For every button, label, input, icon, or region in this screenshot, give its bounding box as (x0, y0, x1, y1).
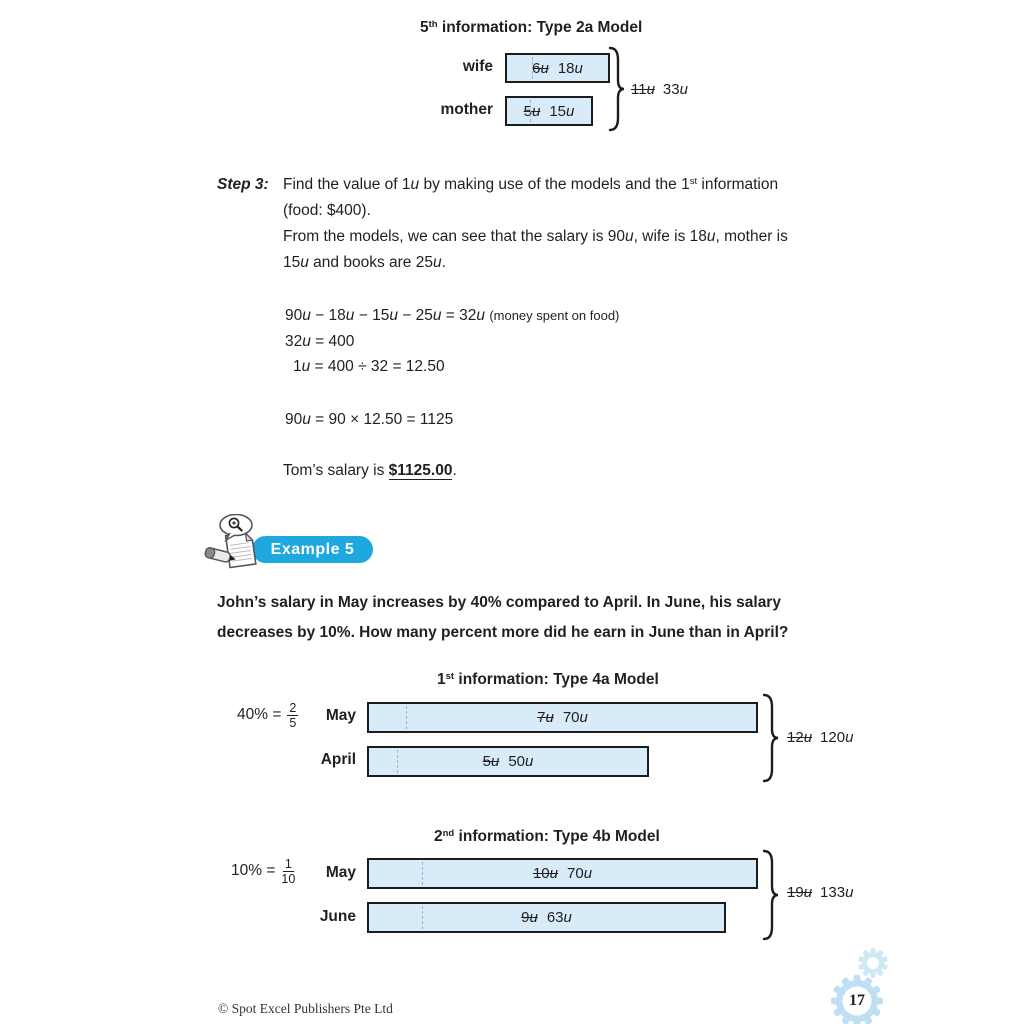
brace-icon (762, 849, 782, 941)
total-new-value: 33u (662, 81, 688, 98)
step3-line4: 15u and books are 25u. (283, 254, 446, 271)
model-4a-title-num: 1 (437, 671, 446, 688)
model-4b-title (434, 828, 660, 846)
model-4b-title-rest: information: Type 4b Model (454, 828, 660, 845)
bar-mother-new-value: 15u (549, 102, 575, 120)
total-new-value: 133u (820, 884, 854, 901)
bar-divider-dash (406, 706, 407, 729)
model-4a-title-rest: information: Type 4a Model (454, 671, 659, 688)
camera-zoom-icon (204, 514, 266, 574)
bar-may-4b-new-value: 70u (567, 865, 593, 882)
fraction-denominator: 10 (281, 871, 296, 886)
problem-line2: decreases by 10%. How many percent more did he earn in June than in April? (217, 624, 789, 641)
brace-icon (608, 46, 626, 132)
model-2a-total (631, 81, 688, 98)
equation-3: 1u = 400 ÷ 32 = 12.50 (293, 358, 445, 375)
bar-april-old-value: 5u (482, 753, 500, 770)
step3-line1 (283, 176, 788, 202)
bar-may-4b (367, 858, 758, 889)
bar-divider-dash (422, 862, 423, 885)
bar-divider-dash (532, 57, 533, 79)
total-old-value: 11u (631, 81, 655, 98)
equation-4: 90u = 90 × 12.50 = 1125 (285, 411, 454, 428)
bar-may-4a (367, 702, 758, 733)
step3-heading: Step 3: (217, 176, 269, 193)
total-new-value: 120u (820, 729, 854, 746)
fraction-numerator: 2 (289, 700, 297, 715)
equation-2: 32u = 400 (285, 333, 355, 350)
bar-divider-dash (422, 906, 423, 929)
bar-june (367, 902, 726, 933)
bar-divider-dash (397, 750, 398, 773)
answer-prefix: Tom’s salary is (283, 462, 389, 479)
answer-value: $1125.00 (388, 462, 453, 479)
problem-line1: John’s salary in May increases by 40% compared to April. In June, his salary (217, 594, 781, 611)
bar-label-mother: mother (440, 101, 493, 118)
bar-may-4b-old-value: 10u (532, 865, 558, 882)
step3-line1-a: Find the value of 1u by making use of the models and the 1 (283, 176, 690, 193)
bar-june-new-value: 63u (546, 909, 572, 926)
bar-may-4a-new-value: 70u (562, 709, 588, 726)
model-2a-title-num: 5 (420, 19, 429, 36)
model-4a-total (787, 729, 853, 746)
model-4a-title-sup: st (445, 670, 455, 682)
example-5-badge-label: Example 5 (270, 540, 355, 558)
bar-mother (505, 96, 593, 126)
bar-label-may-4a: May (325, 707, 356, 724)
bar-label-june: June (319, 908, 356, 925)
page-number: 17 (849, 992, 865, 1009)
model-2a-title (420, 19, 642, 37)
bar-divider-dash (530, 100, 531, 122)
fraction-expr: 10% = (231, 862, 276, 879)
bar-mother-old-value: 5u (523, 102, 541, 120)
bar-label-april: April (320, 751, 356, 768)
equation-1 (285, 307, 619, 325)
gear-icon (826, 946, 906, 1024)
step3-body (283, 176, 788, 280)
answer-line (283, 462, 457, 480)
model-4b-title-sup: nd (442, 827, 455, 839)
model-4b-title-num: 2 (434, 828, 443, 845)
total-old-value: 19u (787, 884, 813, 901)
bar-wife-new-value: 18u (557, 59, 583, 77)
equation-1-note: (money spent on food) (489, 308, 620, 323)
problem-statement (217, 588, 788, 648)
bar-june-old-value: 9u (521, 909, 538, 926)
brace-icon (762, 693, 782, 783)
bar-wife (505, 53, 610, 83)
answer-period: . (452, 462, 457, 479)
model-2a-title-rest: information: Type 2a Model (437, 19, 643, 36)
step3-line1-sup: st (689, 175, 698, 187)
step3-line2: (food: $400). (283, 202, 371, 219)
model-4b-total (787, 884, 853, 901)
model-2a-title-sup: th (428, 18, 438, 30)
example-5-badge (252, 536, 373, 563)
equation-1-main: 90u − 18u − 15u − 25u = 32u (285, 307, 485, 324)
fraction-expr: 40% = (237, 706, 282, 723)
bar-label-may-4b: May (325, 864, 356, 881)
fraction-denominator: 5 (289, 715, 297, 730)
bar-wife-old-value: 6u (532, 59, 549, 77)
step3-line3: From the models, we can see that the salary is 90u, wife is 18u, mother is (283, 228, 788, 245)
bar-april (367, 746, 649, 777)
copyright-text: © Spot Excel Publishers Pte Ltd (218, 1001, 393, 1016)
step3-line1-b: information (697, 176, 779, 193)
model-4a-title (437, 671, 659, 689)
bar-label-wife: wife (462, 58, 493, 75)
bar-may-4a-old-value: 7u (537, 709, 554, 726)
bar-april-new-value: 50u (508, 753, 534, 770)
fraction-numerator: 1 (284, 856, 292, 871)
total-old-value: 12u (787, 729, 813, 746)
